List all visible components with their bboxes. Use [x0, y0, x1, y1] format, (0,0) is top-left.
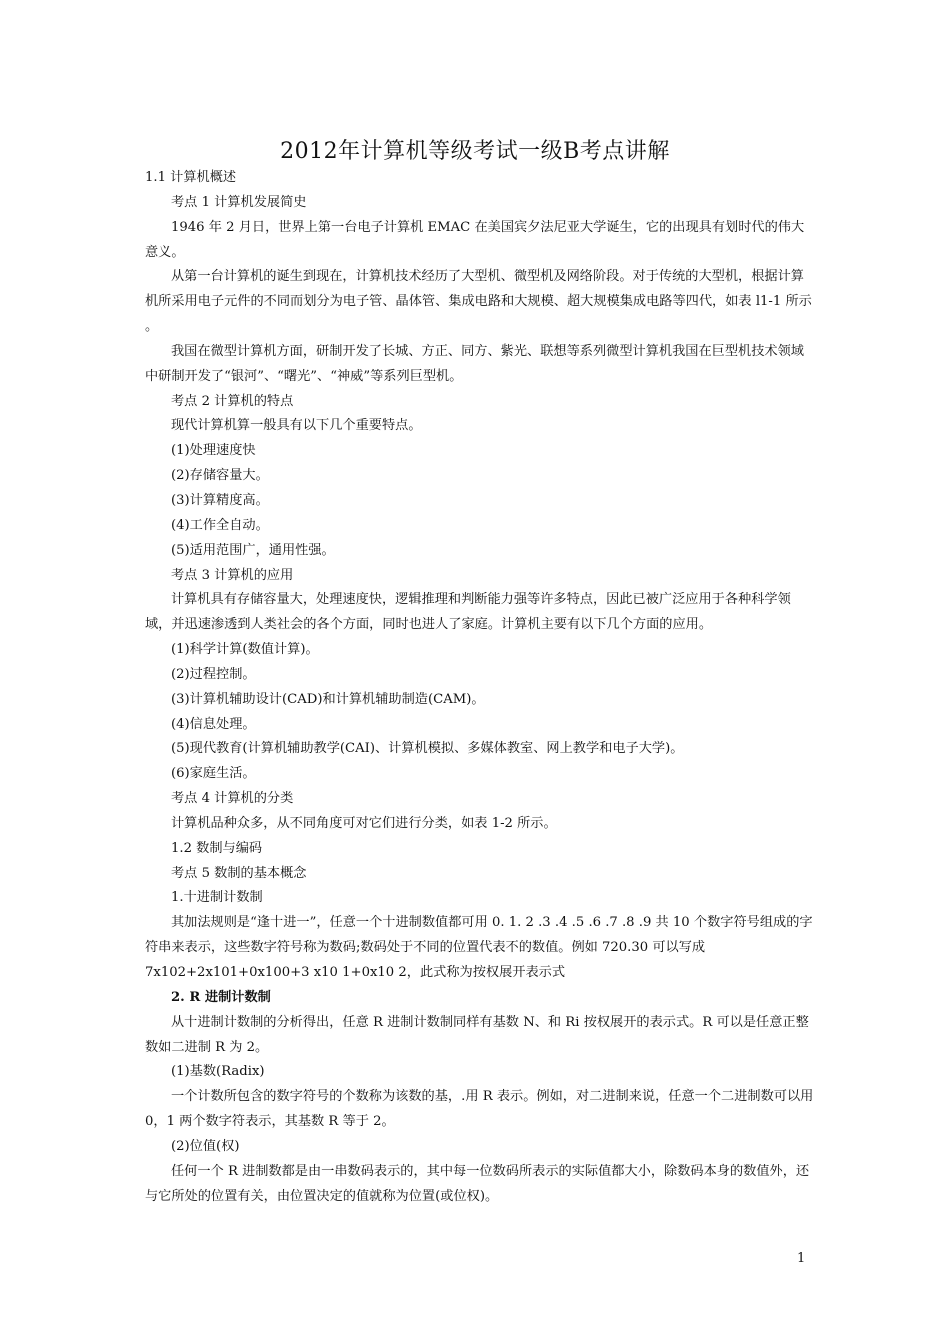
- page-number: 1: [797, 1251, 806, 1266]
- paragraph-expansion-formula: 7x102+2x101+0x100+3 x10 1+0x10 2，此式称为按权展开表示式: [145, 965, 566, 980]
- paragraph-generations: 从第一台计算机的诞生到现在，计算机技术经历了大型机、微型机及网络阶段。对于传统的大型机，根据计算机所采用电子元件的不同而划分为电子管、晶体管、集成电路和大规模、超大规模集成电路等四代，如表 l1-1 所示 。: [145, 269, 812, 335]
- paragraph-classification: 计算机品种众多，从不同角度可对它们进行分类，如表 1-2 所示。: [171, 815, 557, 831]
- list-item: (2)存储容量大。: [171, 468, 269, 484]
- document-body: [145, 166, 815, 1209]
- paragraph-radix: 一个计数所包含的数字符号的个数称为该数的基，.用 R 表示。例如，对二进制来说，任意一个二进制数可以用 0，1 两个数字符表示，其基数 R 等于 2。: [145, 1089, 814, 1130]
- paragraph-decimal-rules: 其加法规则是“逢十进一”，任意一个十进制数值都可用 0. 1. 2 .3 .4 .5 .6 .7 .8 .9 共 10 个数字符号组成的字符串来表示，这些数字符号称为数码;数码处于不同的位置代表不的数值。例如 720.30 可以写成: [145, 915, 813, 956]
- list-item: (2)过程控制。: [171, 666, 256, 682]
- list-item: (4)信息处理。: [171, 716, 256, 732]
- paragraph-r-base: 从十进制计数制的分析得出，任意 R 进制计数制同样有基数 N、和 Ri 按权展开的表示式。R 可以是任意正整数如二进制 R 为 2。: [145, 1014, 809, 1055]
- paragraph-china-computers: 我国在微型计算机方面，研制开发了长城、方正、同方、紫光、联想等系列微型计算机我国在巨型机技术领域中研制开发了“银河”、“曙光”、“神威”等系列巨型机。: [145, 343, 804, 384]
- topic-heading-3: 考点 3 计算机的应用: [171, 567, 294, 583]
- list-item: (1)科学计算(数值计算)。: [171, 642, 319, 658]
- paragraph-applications: 计算机具有存储容量大，处理速度快，逻辑推理和判断能力强等许多特点，因此已被广泛应用于各种科学领域，并迅速渗透到人类社会的各个方面，同时也进人了家庭。计算机主要有以下几个方面的应用。: [145, 592, 791, 633]
- subheading-decimal: 1.十进制计数制: [171, 890, 263, 906]
- topic-heading-2: 考点 2 计算机的特点: [171, 393, 294, 409]
- list-item: (3)计算机辅助设计(CAD)和计算机辅助制造(CAM)。: [171, 691, 485, 707]
- subheading-r-base: 2. R 进制计数制: [171, 989, 271, 1005]
- list-item: (5)现代教育(计算机辅助教学(CAI)、计算机模拟、多媒体教室、网上教学和电子大学)。: [171, 741, 684, 757]
- paragraph-history: 1946 年 2 月日，世界上第一台电子计算机 EMAC 在美国宾夕法尼亚大学诞生，它的出现具有划时代的伟大意义。: [145, 219, 805, 260]
- topic-heading-5: 考点 5 数制的基本概念: [171, 865, 307, 881]
- list-item: (4)工作全自动。: [171, 517, 269, 533]
- subheading-radix: (1)基数(Radix): [171, 1064, 265, 1080]
- list-item: (5)适用范围广，通用性强。: [171, 542, 335, 558]
- paragraph-weight: 任何一个 R 进制数都是由一串数码表示的，其中每一位数码所表示的实际值都大小，除数码本身的数值外，还与它所处的位置有关，由位置决定的值就称为位置(或位权)。: [145, 1163, 810, 1204]
- section-heading-1-1: 1.1 计算机概述: [145, 170, 237, 185]
- document-title: 2012年计算机等级考试一级B考点讲解: [280, 138, 670, 164]
- topic-heading-4: 考点 4 计算机的分类: [171, 791, 294, 807]
- topic-heading-1: 考点 1 计算机发展简史: [171, 194, 307, 210]
- list-item: (6)家庭生活。: [171, 766, 256, 782]
- list-item: (1)处理速度快: [171, 443, 256, 459]
- subheading-weight: (2)位值(权): [171, 1138, 240, 1154]
- paragraph-features-intro: 现代计算机算一般具有以下几个重要特点。: [171, 418, 422, 434]
- section-heading-1-2: 1.2 数制与编码: [171, 840, 263, 856]
- list-item: (3)计算精度高。: [171, 492, 269, 508]
